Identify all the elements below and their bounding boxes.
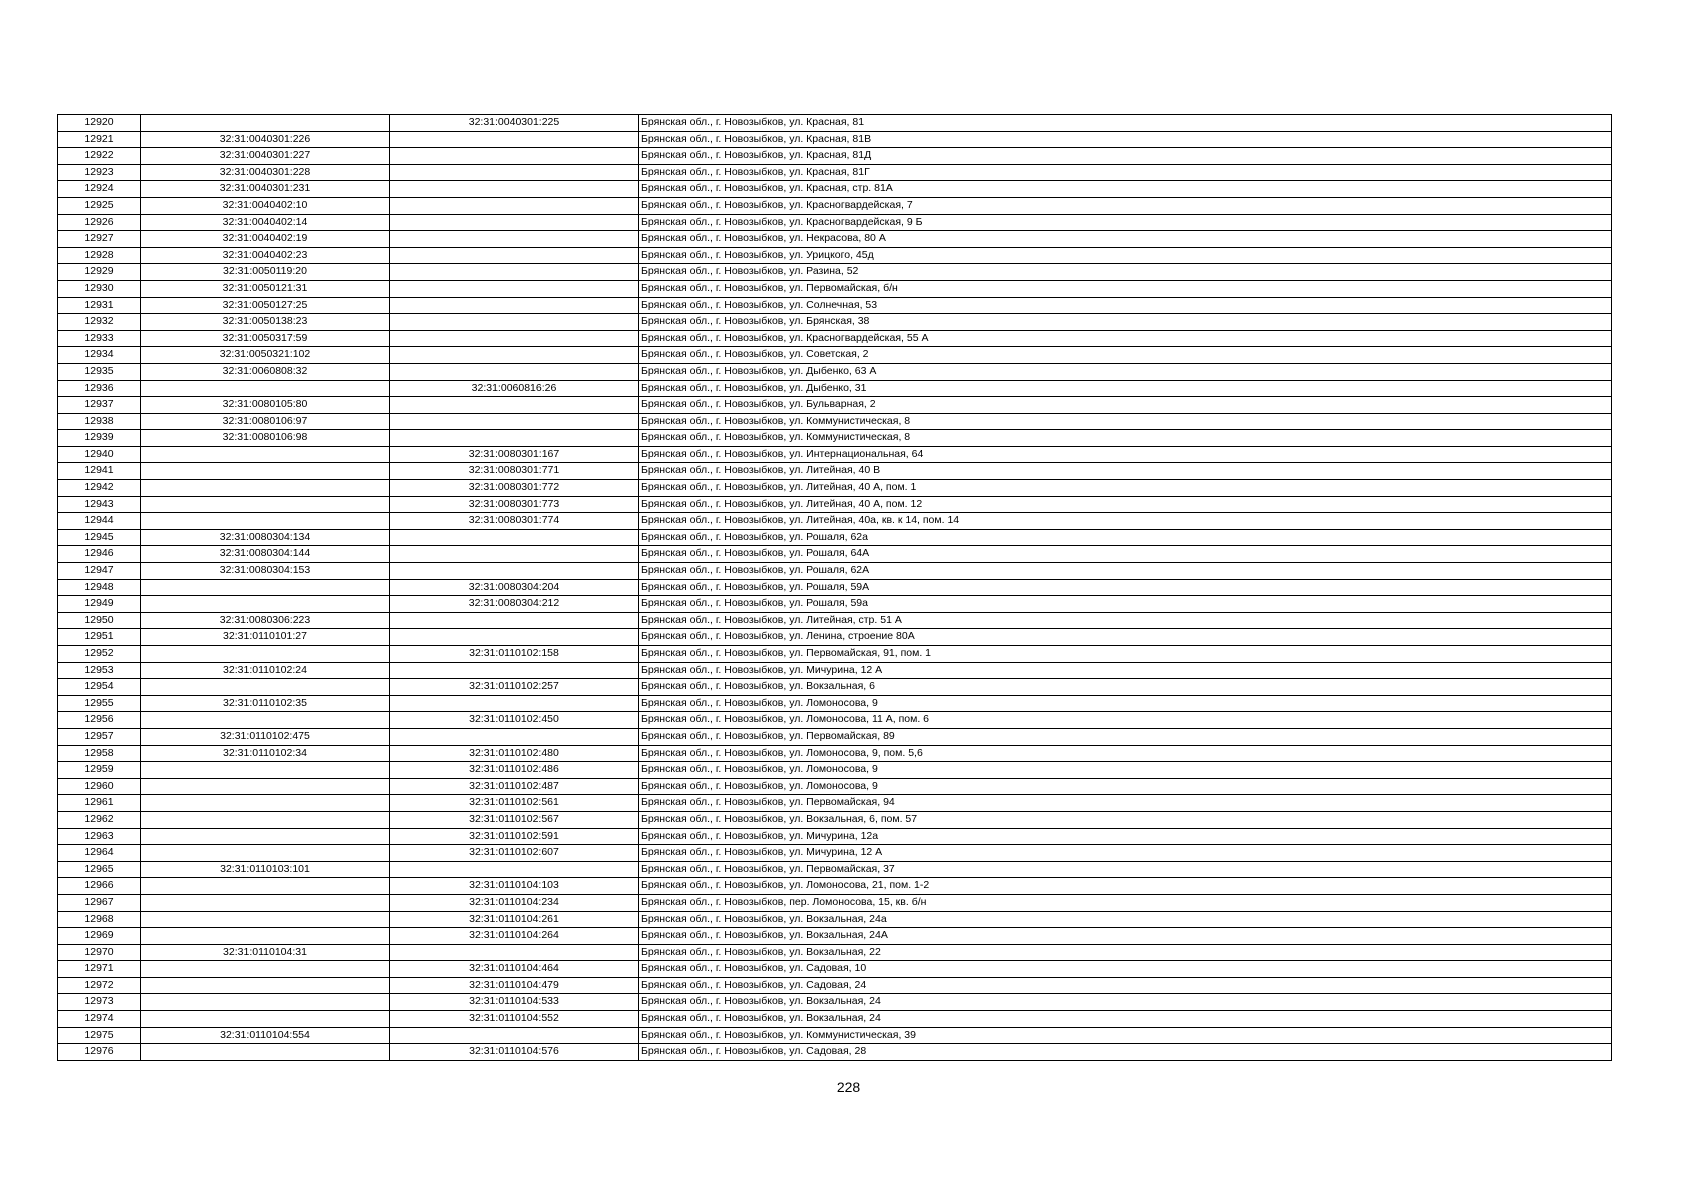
row-number-cell: 12972 [58,977,141,994]
table-row [58,197,1612,214]
address-cell: Брянская обл., г. Новозыбков, ул. Рошаля, 62а [639,529,1612,546]
address-cell: Брянская обл., г. Новозыбков, ул. Ломоносова, 9 [639,695,1612,712]
cadastral-number-cell [141,878,390,895]
table-row [58,712,1612,729]
table-row [58,612,1612,629]
table-row [58,446,1612,463]
object-number-cell: 32:31:0080304:204 [390,579,639,596]
cadastral-number-cell: 32:31:0080106:97 [141,413,390,430]
object-number-cell: 32:31:0080301:772 [390,480,639,497]
address-cell: Брянская обл., г. Новозыбков, ул. Вокзальная, 6, пом. 57 [639,811,1612,828]
row-number-cell: 12974 [58,1011,141,1028]
cadastral-number-cell [141,811,390,828]
table-row [58,894,1612,911]
row-number-cell: 12943 [58,496,141,513]
row-number-cell: 12937 [58,397,141,414]
row-number-cell: 12931 [58,297,141,314]
table-row [58,496,1612,513]
object-number-cell [390,164,639,181]
address-cell: Брянская обл., г. Новозыбков, ул. Ломоносова, 9 [639,778,1612,795]
cadastral-number-cell: 32:31:0040301:226 [141,131,390,148]
row-number-cell: 12930 [58,280,141,297]
address-cell: Брянская обл., г. Новозыбков, ул. Красная, 81Д [639,148,1612,165]
object-number-cell: 32:31:0110102:480 [390,745,639,762]
row-number-cell: 12953 [58,662,141,679]
table-row [58,994,1612,1011]
address-cell: Брянская обл., г. Новозыбков, ул. Садовая, 24 [639,977,1612,994]
address-cell: Брянская обл., г. Новозыбков, ул. Коммунистическая, 39 [639,1027,1612,1044]
object-number-cell [390,363,639,380]
table-row [58,911,1612,928]
object-number-cell [390,214,639,231]
cadastral-number-cell: 32:31:0040301:231 [141,181,390,198]
table-row [58,529,1612,546]
object-number-cell [390,314,639,331]
cadastral-number-cell: 32:31:0050127:25 [141,297,390,314]
row-number-cell: 12962 [58,811,141,828]
object-number-cell: 32:31:0110104:234 [390,894,639,911]
cadastral-number-cell [141,513,390,530]
row-number-cell: 12950 [58,612,141,629]
table-body [58,115,1612,1061]
object-number-cell: 32:31:0040301:225 [390,115,639,132]
object-number-cell: 32:31:0110104:261 [390,911,639,928]
address-cell: Брянская обл., г. Новозыбков, ул. Советская, 2 [639,347,1612,364]
table-row [58,314,1612,331]
cadastral-number-cell [141,1011,390,1028]
row-number-cell: 12932 [58,314,141,331]
object-number-cell [390,529,639,546]
cadastral-number-cell: 32:31:0050119:20 [141,264,390,281]
address-cell: Брянская обл., г. Новозыбков, ул. Вокзальная, 24 [639,1011,1612,1028]
address-cell: Брянская обл., г. Новозыбков, ул. Рошаля, 62А [639,563,1612,580]
table-row [58,181,1612,198]
row-number-cell: 12971 [58,961,141,978]
address-cell: Брянская обл., г. Новозыбков, ул. Первомайская, 91, пом. 1 [639,646,1612,663]
cadastral-number-cell: 32:31:0040402:10 [141,197,390,214]
address-cell: Брянская обл., г. Новозыбков, ул. Садовая, 28 [639,1044,1612,1061]
table-row [58,264,1612,281]
object-number-cell: 32:31:0110104:103 [390,878,639,895]
table-row [58,148,1612,165]
address-cell: Брянская обл., г. Новозыбков, ул. Ленина, строение 80А [639,629,1612,646]
cadastral-number-cell [141,380,390,397]
object-number-cell [390,330,639,347]
cadastral-number-cell: 32:31:0110102:35 [141,695,390,712]
table-row [58,961,1612,978]
address-cell: Брянская обл., г. Новозыбков, ул. Ломоносова, 21, пом. 1-2 [639,878,1612,895]
table-row [58,247,1612,264]
cadastral-number-cell [141,795,390,812]
cadastral-number-cell: 32:31:0050321:102 [141,347,390,364]
table-row [58,679,1612,696]
address-cell: Брянская обл., г. Новозыбков, ул. Дыбенко, 63 А [639,363,1612,380]
cadastral-number-cell [141,828,390,845]
row-number-cell: 12959 [58,762,141,779]
cadastral-number-cell [141,928,390,945]
address-cell: Брянская обл., г. Новозыбков, ул. Литейная, 40 А, пом. 12 [639,496,1612,513]
address-cell: Брянская обл., г. Новозыбков, ул. Рошаля, 59А [639,579,1612,596]
cadastral-number-cell [141,778,390,795]
cadastral-number-cell [141,762,390,779]
object-number-cell: 32:31:0080301:773 [390,496,639,513]
cadastral-number-cell: 32:31:0060808:32 [141,363,390,380]
object-number-cell [390,347,639,364]
table-row [58,662,1612,679]
table-row [58,413,1612,430]
row-number-cell: 12969 [58,928,141,945]
object-number-cell [390,131,639,148]
object-number-cell: 32:31:0110104:479 [390,977,639,994]
table-row [58,778,1612,795]
address-cell: Брянская обл., г. Новозыбков, ул. Литейная, 40 А, пом. 1 [639,480,1612,497]
row-number-cell: 12936 [58,380,141,397]
row-number-cell: 12927 [58,231,141,248]
address-cell: Брянская обл., г. Новозыбков, ул. Рошаля, 64А [639,546,1612,563]
cadastral-number-cell: 32:31:0110101:27 [141,629,390,646]
address-cell: Брянская обл., г. Новозыбков, ул. Мичурина, 12 А [639,662,1612,679]
row-number-cell: 12957 [58,728,141,745]
document-table-container [57,114,1612,1061]
cadastral-number-cell [141,496,390,513]
row-number-cell: 12970 [58,944,141,961]
row-number-cell: 12920 [58,115,141,132]
address-cell: Брянская обл., г. Новозыбков, ул. Литейная, 40а, кв. к 14, пом. 14 [639,513,1612,530]
address-cell: Брянская обл., г. Новозыбков, ул. Солнечная, 53 [639,297,1612,314]
table-row [58,115,1612,132]
address-cell: Брянская обл., г. Новозыбков, ул. Красная, стр. 81А [639,181,1612,198]
row-number-cell: 12954 [58,679,141,696]
table-row [58,164,1612,181]
row-number-cell: 12949 [58,596,141,613]
object-number-cell: 32:31:0110104:576 [390,1044,639,1061]
row-number-cell: 12965 [58,861,141,878]
table-row [58,728,1612,745]
cadastral-number-cell: 32:31:0110102:24 [141,662,390,679]
address-cell: Брянская обл., г. Новозыбков, ул. Мичурина, 12 А [639,845,1612,862]
table-row [58,878,1612,895]
table-row [58,795,1612,812]
row-number-cell: 12929 [58,264,141,281]
object-number-cell [390,662,639,679]
row-number-cell: 12928 [58,247,141,264]
cadastral-number-cell [141,463,390,480]
address-cell: Брянская обл., г. Новозыбков, ул. Рошаля, 59а [639,596,1612,613]
object-number-cell: 32:31:0110102:591 [390,828,639,845]
address-cell: Брянская обл., г. Новозыбков, ул. Красная, 81Г [639,164,1612,181]
object-number-cell [390,297,639,314]
table-row [58,745,1612,762]
cadastral-number-cell [141,712,390,729]
table-row [58,828,1612,845]
address-cell: Брянская обл., г. Новозыбков, пер. Ломоносова, 15, кв. б/н [639,894,1612,911]
address-cell: Брянская обл., г. Новозыбков, ул. Брянская, 38 [639,314,1612,331]
cadastral-number-cell: 32:31:0110104:554 [141,1027,390,1044]
table-row [58,397,1612,414]
address-cell: Брянская обл., г. Новозыбков, ул. Красная, 81В [639,131,1612,148]
table-row [58,347,1612,364]
table-row [58,596,1612,613]
cadastral-number-cell: 32:31:0040402:19 [141,231,390,248]
address-cell: Брянская обл., г. Новозыбков, ул. Интернациональная, 64 [639,446,1612,463]
table-row [58,363,1612,380]
address-cell: Брянская обл., г. Новозыбков, ул. Вокзальная, 24а [639,911,1612,928]
cadastral-number-cell: 32:31:0050138:23 [141,314,390,331]
row-number-cell: 12938 [58,413,141,430]
table-row [58,977,1612,994]
table-row [58,430,1612,447]
table-row [58,480,1612,497]
row-number-cell: 12942 [58,480,141,497]
row-number-cell: 12921 [58,131,141,148]
object-number-cell: 32:31:0110102:567 [390,811,639,828]
cadastral-number-cell: 32:31:0040402:14 [141,214,390,231]
cadastral-number-cell [141,1044,390,1061]
table-row [58,762,1612,779]
table-row [58,380,1612,397]
object-number-cell: 32:31:0080301:167 [390,446,639,463]
cadastral-number-cell [141,894,390,911]
address-cell: Брянская обл., г. Новозыбков, ул. Некрасова, 80 А [639,231,1612,248]
object-number-cell: 32:31:0080304:212 [390,596,639,613]
table-row [58,695,1612,712]
object-number-cell [390,247,639,264]
object-number-cell [390,546,639,563]
table-row [58,1011,1612,1028]
cadastral-number-cell: 32:31:0110102:475 [141,728,390,745]
row-number-cell: 12935 [58,363,141,380]
address-cell: Брянская обл., г. Новозыбков, ул. Литейная, 40 В [639,463,1612,480]
address-cell: Брянская обл., г. Новозыбков, ул. Коммунистическая, 8 [639,413,1612,430]
row-number-cell: 12961 [58,795,141,812]
object-number-cell: 32:31:0060816:26 [390,380,639,397]
object-number-cell: 32:31:0110102:257 [390,679,639,696]
row-number-cell: 12963 [58,828,141,845]
table-row [58,629,1612,646]
cadastral-number-cell: 32:31:0080304:134 [141,529,390,546]
address-cell: Брянская обл., г. Новозыбков, ул. Первомайская, 89 [639,728,1612,745]
cadastral-number-cell [141,845,390,862]
object-number-cell [390,397,639,414]
object-number-cell [390,280,639,297]
row-number-cell: 12926 [58,214,141,231]
address-cell: Брянская обл., г. Новозыбков, ул. Садовая, 10 [639,961,1612,978]
row-number-cell: 12924 [58,181,141,198]
object-number-cell: 32:31:0110102:607 [390,845,639,862]
address-cell: Брянская обл., г. Новозыбков, ул. Первомайская, 37 [639,861,1612,878]
table-row [58,1027,1612,1044]
row-number-cell: 12925 [58,197,141,214]
object-number-cell: 32:31:0080301:771 [390,463,639,480]
address-cell: Брянская обл., г. Новозыбков, ул. Ломоносова, 9 [639,762,1612,779]
row-number-cell: 12922 [58,148,141,165]
row-number-cell: 12976 [58,1044,141,1061]
table-row [58,546,1612,563]
row-number-cell: 12939 [58,430,141,447]
row-number-cell: 12940 [58,446,141,463]
cadastral-number-cell: 32:31:0110104:31 [141,944,390,961]
cadastral-number-cell: 32:31:0040301:228 [141,164,390,181]
address-cell: Брянская обл., г. Новозыбков, ул. Бульварная, 2 [639,397,1612,414]
table-row [58,297,1612,314]
address-cell: Брянская обл., г. Новозыбков, ул. Первомайская, б/н [639,280,1612,297]
row-number-cell: 12944 [58,513,141,530]
table-row [58,563,1612,580]
row-number-cell: 12960 [58,778,141,795]
object-number-cell: 32:31:0110104:264 [390,928,639,945]
row-number-cell: 12923 [58,164,141,181]
object-number-cell [390,728,639,745]
object-number-cell [390,563,639,580]
object-number-cell [390,231,639,248]
table-row [58,513,1612,530]
cadastral-number-cell [141,596,390,613]
page-number: 228 [836,1079,861,1095]
cadastral-number-cell [141,994,390,1011]
row-number-cell: 12952 [58,646,141,663]
address-cell: Брянская обл., г. Новозыбков, ул. Красногвардейская, 7 [639,197,1612,214]
table-row [58,646,1612,663]
cadastral-number-cell [141,961,390,978]
table-row [58,1044,1612,1061]
table-row [58,811,1612,828]
object-number-cell: 32:31:0110102:487 [390,778,639,795]
object-number-cell [390,148,639,165]
object-number-cell: 32:31:0110104:533 [390,994,639,1011]
cadastral-number-cell: 32:31:0080304:144 [141,546,390,563]
address-cell: Брянская обл., г. Новозыбков, ул. Красногвардейская, 55 А [639,330,1612,347]
cadastral-number-cell: 32:31:0110103:101 [141,861,390,878]
object-number-cell: 32:31:0110104:464 [390,961,639,978]
table-row [58,579,1612,596]
cadastral-number-cell [141,579,390,596]
address-cell: Брянская обл., г. Новозыбков, ул. Ломоносова, 9, пом. 5,6 [639,745,1612,762]
cadastral-number-cell: 32:31:0080304:153 [141,563,390,580]
table-row [58,463,1612,480]
table-row [58,231,1612,248]
row-number-cell: 12973 [58,994,141,1011]
row-number-cell: 12975 [58,1027,141,1044]
address-cell: Брянская обл., г. Новозыбков, ул. Урицкого, 45д [639,247,1612,264]
table-row [58,928,1612,945]
address-cell: Брянская обл., г. Новозыбков, ул. Мичурина, 12а [639,828,1612,845]
object-number-cell: 32:31:0110102:486 [390,762,639,779]
object-number-cell [390,612,639,629]
object-number-cell [390,944,639,961]
address-cell: Брянская обл., г. Новозыбков, ул. Коммунистическая, 8 [639,430,1612,447]
cadastral-number-cell [141,679,390,696]
object-number-cell [390,197,639,214]
row-number-cell: 12956 [58,712,141,729]
object-number-cell [390,695,639,712]
cadastral-number-cell: 32:31:0080105:80 [141,397,390,414]
address-cell: Брянская обл., г. Новозыбков, ул. Вокзальная, 24 [639,994,1612,1011]
row-number-cell: 12955 [58,695,141,712]
cadastral-number-cell [141,977,390,994]
address-cell: Брянская обл., г. Новозыбков, ул. Ломоносова, 11 А, пом. 6 [639,712,1612,729]
table-row [58,330,1612,347]
address-cell: Брянская обл., г. Новозыбков, ул. Вокзальная, 6 [639,679,1612,696]
object-number-cell: 32:31:0110104:552 [390,1011,639,1028]
address-cell: Брянская обл., г. Новозыбков, ул. Дыбенко, 31 [639,380,1612,397]
cadastral-number-cell [141,446,390,463]
row-number-cell: 12946 [58,546,141,563]
row-number-cell: 12941 [58,463,141,480]
object-number-cell [390,413,639,430]
row-number-cell: 12945 [58,529,141,546]
cadastral-number-cell [141,911,390,928]
cadastral-number-cell [141,115,390,132]
cadastral-number-cell: 32:31:0080106:98 [141,430,390,447]
address-cell: Брянская обл., г. Новозыбков, ул. Первомайская, 94 [639,795,1612,812]
cadastral-number-cell [141,480,390,497]
row-number-cell: 12967 [58,894,141,911]
object-number-cell: 32:31:0110102:450 [390,712,639,729]
row-number-cell: 12951 [58,629,141,646]
row-number-cell: 12966 [58,878,141,895]
row-number-cell: 12964 [58,845,141,862]
address-cell: Брянская обл., г. Новозыбков, ул. Разина, 52 [639,264,1612,281]
address-cell: Брянская обл., г. Новозыбков, ул. Литейная, стр. 51 А [639,612,1612,629]
object-number-cell [390,430,639,447]
row-number-cell: 12968 [58,911,141,928]
table-row [58,845,1612,862]
address-cell: Брянская обл., г. Новозыбков, ул. Вокзальная, 24А [639,928,1612,945]
object-number-cell [390,1027,639,1044]
table-row [58,944,1612,961]
object-number-cell [390,181,639,198]
object-number-cell: 32:31:0110102:561 [390,795,639,812]
cadastral-number-cell: 32:31:0050317:59 [141,330,390,347]
address-cell: Брянская обл., г. Новозыбков, ул. Красная, 81 [639,115,1612,132]
object-number-cell: 32:31:0080301:774 [390,513,639,530]
table-row [58,861,1612,878]
cadastral-number-cell: 32:31:0040402:23 [141,247,390,264]
cadastral-table [57,114,1612,1061]
row-number-cell: 12934 [58,347,141,364]
cadastral-number-cell: 32:31:0080306:223 [141,612,390,629]
row-number-cell: 12958 [58,745,141,762]
table-row [58,131,1612,148]
cadastral-number-cell [141,646,390,663]
row-number-cell: 12933 [58,330,141,347]
address-cell: Брянская обл., г. Новозыбков, ул. Вокзальная, 22 [639,944,1612,961]
address-cell: Брянская обл., г. Новозыбков, ул. Красногвардейская, 9 Б [639,214,1612,231]
row-number-cell: 12948 [58,579,141,596]
cadastral-number-cell: 32:31:0040301:227 [141,148,390,165]
object-number-cell [390,861,639,878]
table-row [58,214,1612,231]
object-number-cell [390,629,639,646]
table-row [58,280,1612,297]
row-number-cell: 12947 [58,563,141,580]
cadastral-number-cell: 32:31:0110102:34 [141,745,390,762]
cadastral-number-cell: 32:31:0050121:31 [141,280,390,297]
object-number-cell: 32:31:0110102:158 [390,646,639,663]
object-number-cell [390,264,639,281]
